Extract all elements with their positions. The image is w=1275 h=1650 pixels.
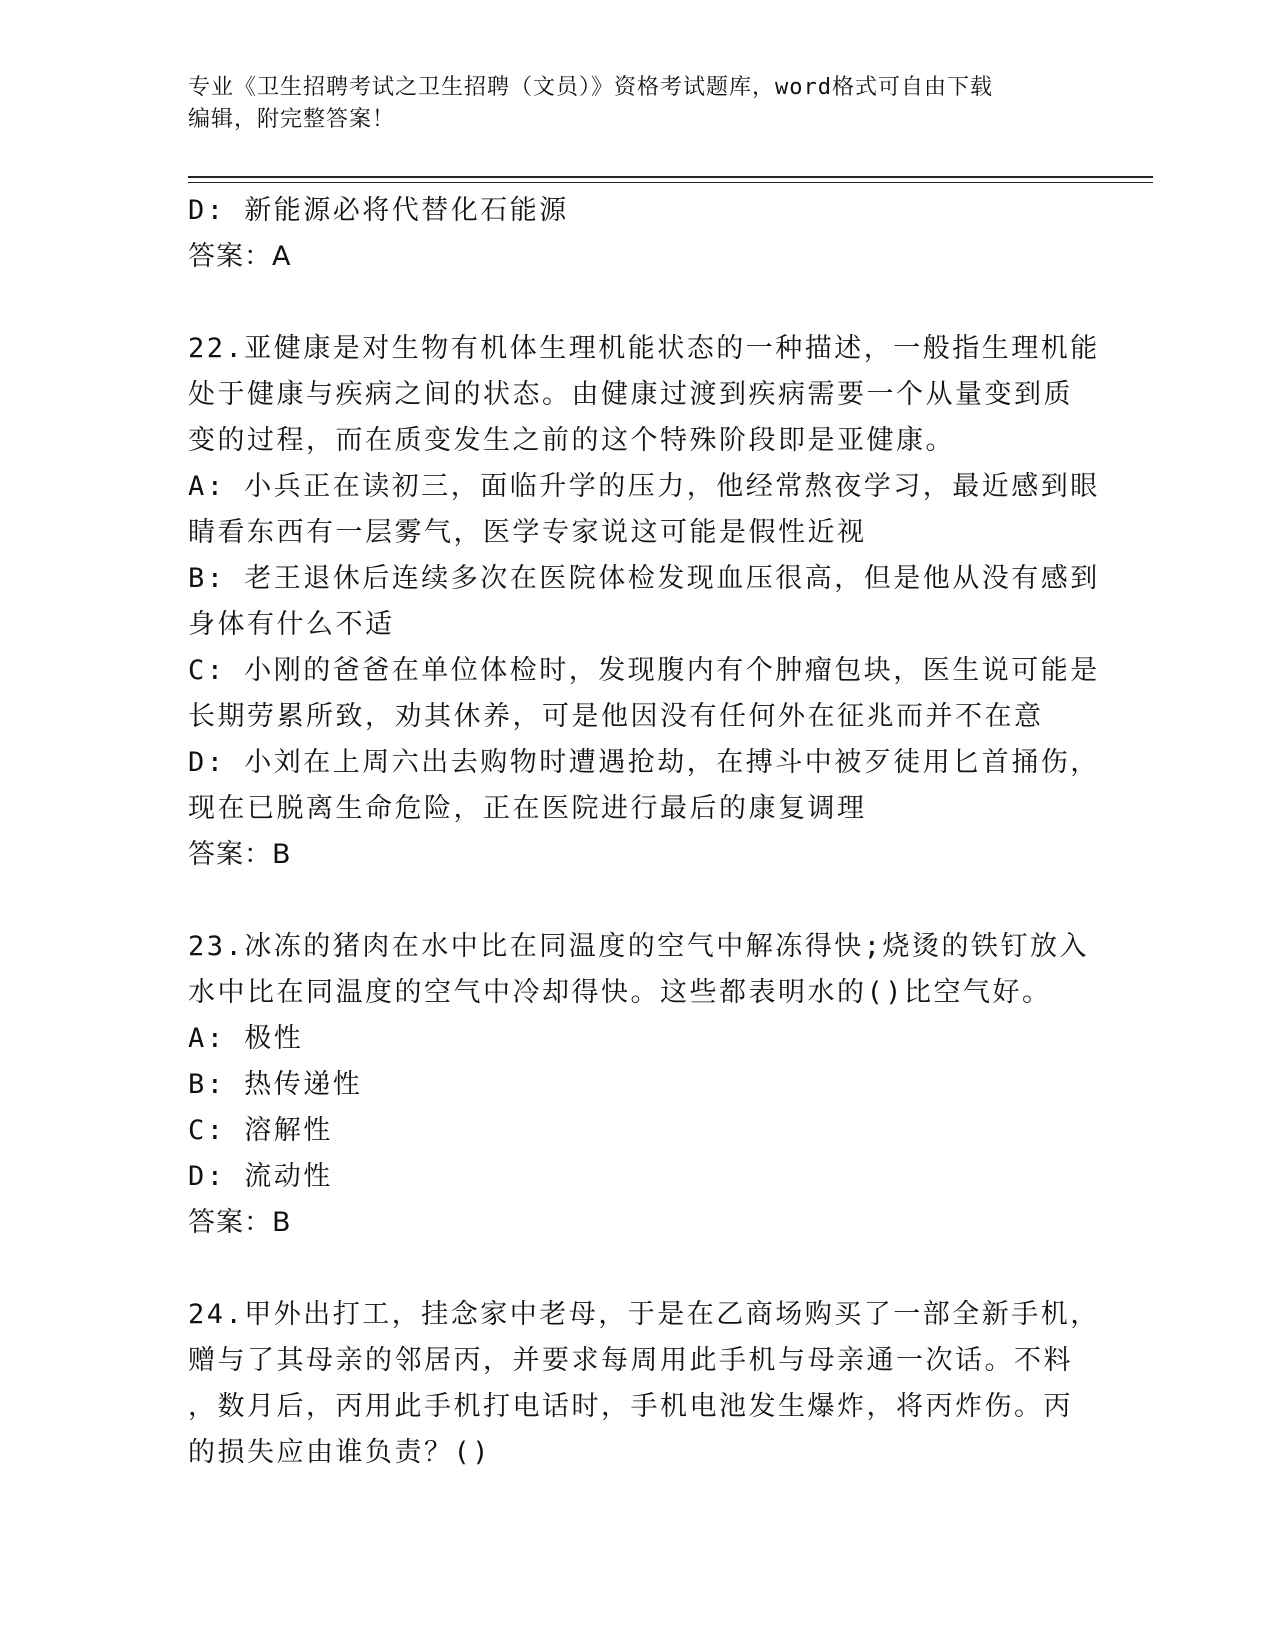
- q22-option-d: D: 小刘在上周六出去购物时遭遇抢劫，在搏斗中被歹徒用匕首捅伤，: [188, 747, 1100, 778]
- q22-option-a-cont: 睛看东西有一层雾气，医学专家说这可能是假性近视: [188, 517, 867, 548]
- question-23: [188, 924, 1088, 1246]
- q22-stem-line: 处于健康与疾病之间的状态。由健康过渡到疾病需要一个从量变到质: [188, 379, 1073, 410]
- q22-answer: 答案：B: [188, 839, 292, 870]
- q24-stem-line: 24.甲外出打工，挂念家中老母，于是在乙商场购买了一部全新手机，: [188, 1299, 1100, 1330]
- q23-option-c: C: 溶解性: [188, 1115, 333, 1146]
- q23-stem-line: 23.冰冻的猪肉在水中比在同温度的空气中解冻得快;烧烫的铁钉放入: [188, 931, 1090, 962]
- spacer: [188, 1246, 1088, 1292]
- header-line-1: 专业《卫生招聘考试之卫生招聘（文员）》资格考试题库，word格式可自由下载: [188, 75, 993, 100]
- q22-option-c-cont: 长期劳累所致，劝其休养，可是他因没有任何外在征兆而并不在意: [188, 701, 1044, 732]
- q22-option-b: B: 老王退休后连续多次在医院体检发现血压很高，但是他从没有感到: [188, 563, 1100, 594]
- q23-option-a: A: 极性: [188, 1023, 304, 1054]
- q22-option-d-cont: 现在已脱离生命危险，正在医院进行最后的康复调理: [188, 793, 867, 824]
- spacer: [188, 878, 1088, 924]
- q24-stem-line: 赠与了其母亲的邻居丙，并要求每周用此手机与母亲通一次话。不料: [188, 1345, 1073, 1376]
- q24-stem-line: 的损失应由谁负责？(): [188, 1437, 492, 1468]
- q23-stem-line: 水中比在同温度的空气中冷却得快。这些都表明水的()比空气好。: [188, 977, 1052, 1008]
- question-22: [188, 326, 1100, 878]
- document-header: [188, 72, 1088, 136]
- q22-option-a: A: 小兵正在读初三，面临升学的压力，他经常熬夜学习，最近感到眼: [188, 471, 1100, 502]
- q22-stem-line: 22.亚健康是对生物有机体生理机能状态的一种描述，一般指生理机能: [188, 333, 1100, 364]
- q23-option-d: D: 流动性: [188, 1161, 333, 1192]
- header-divider-thin: [188, 182, 1153, 183]
- header-line-2: 编辑，附完整答案！: [188, 107, 396, 132]
- q23-option-b: B: 热传递性: [188, 1069, 363, 1100]
- q22-option-b-cont: 身体有什么不适: [188, 609, 395, 640]
- question-21: [188, 188, 1088, 280]
- document-body: [188, 188, 1100, 1476]
- q24-stem-line: ，数月后，丙用此手机打电话时，手机电池发生爆炸，将丙炸伤。丙: [188, 1391, 1073, 1422]
- spacer: [188, 280, 1088, 326]
- header-divider-thick: [188, 176, 1153, 178]
- q23-answer: 答案：B: [188, 1207, 292, 1238]
- q22-option-c: C: 小刚的爸爸在单位体检时，发现腹内有个肿瘤包块，医生说可能是: [188, 655, 1100, 686]
- q21-option-d: D: 新能源必将代替化石能源: [188, 195, 569, 226]
- q21-answer: 答案：A: [188, 241, 292, 272]
- question-24: [188, 1292, 1100, 1476]
- q22-stem-line: 变的过程，而在质变发生之前的这个特殊阶段即是亚健康。: [188, 425, 955, 456]
